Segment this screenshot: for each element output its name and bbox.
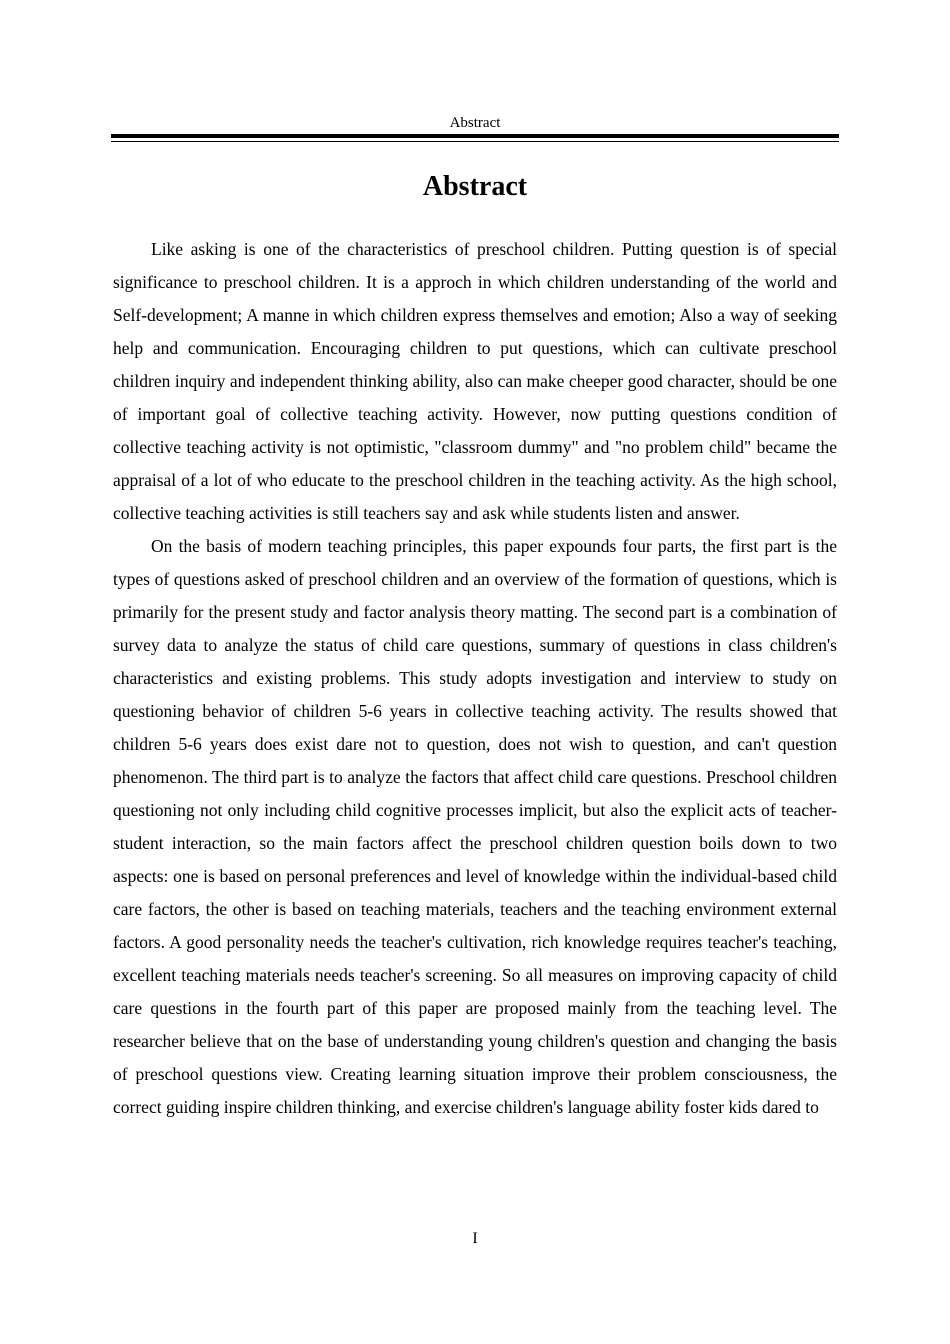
header-rule-thick xyxy=(111,134,839,138)
abstract-paragraph-2: On the basis of modern teaching principles, this paper expounds four parts, the first part is the types of questions asked of preschool children and an overview of the formation of questions, which is primarily for the present study and factor analysis theory matting. The second part is a combination of survey data to analyze the status of child care questions, summary of questions in class children's characteristics and existing problems. This study adopts investigation and interview to study on questioning behavior of children 5-6 years in collective teaching activity. The results showed that children 5-6 years does exist dare not to question, does not wish to question, and can't question phenomenon. The third part is to analyze the factors that affect child care questions. Preschool children questioning not only including child cognitive processes implicit, but also the explicit acts of teacher-student interaction, so the main factors affect the preschool children question boils down to two aspects: one is based on personal preferences and level of knowledge within the individual-based child care factors, the other is based on teaching materials, teachers and the teaching environment external factors. A good personality needs the teacher's cultivation, rich knowledge requires teacher's teaching, excellent teaching materials needs teacher's screening. So all measures on improving capacity of child care questions in the fourth part of this paper are proposed mainly from the teaching level. The researcher believe that on the base of understanding young children's question and changing the basis of preschool questions view. Creating learning situation improve their problem consciousness, the correct guiding inspire children thinking, and exercise children's language ability foster kids dared to xyxy=(113,536,837,1117)
abstract-paragraph-1: Like asking is one of the characteristics of preschool children. Putting question is of special significance to preschool children. It is a approch in which children understanding of the world and Self-development; A manne in which children express themselves and emotion; Also a way of seeking help and communication. Encouraging children to put questions, which can cultivate preschool children inquiry and independent thinking ability, also can make cheeper good character, should be one of important goal of collective teaching activity. However, now putting questions condition of collective teaching activity is not optimistic, "classroom dummy" and "no problem child" became the appraisal of a lot of who educate to the preschool children in the teaching activity. As the high school, collective teaching activities is still teachers say and ask while students listen and answer. xyxy=(113,239,837,523)
abstract-body xyxy=(113,233,837,1124)
running-header: Abstract xyxy=(449,115,501,131)
page-title: Abstract xyxy=(422,171,528,202)
page-number: I xyxy=(472,1230,478,1247)
header-rule-thin xyxy=(111,141,839,142)
